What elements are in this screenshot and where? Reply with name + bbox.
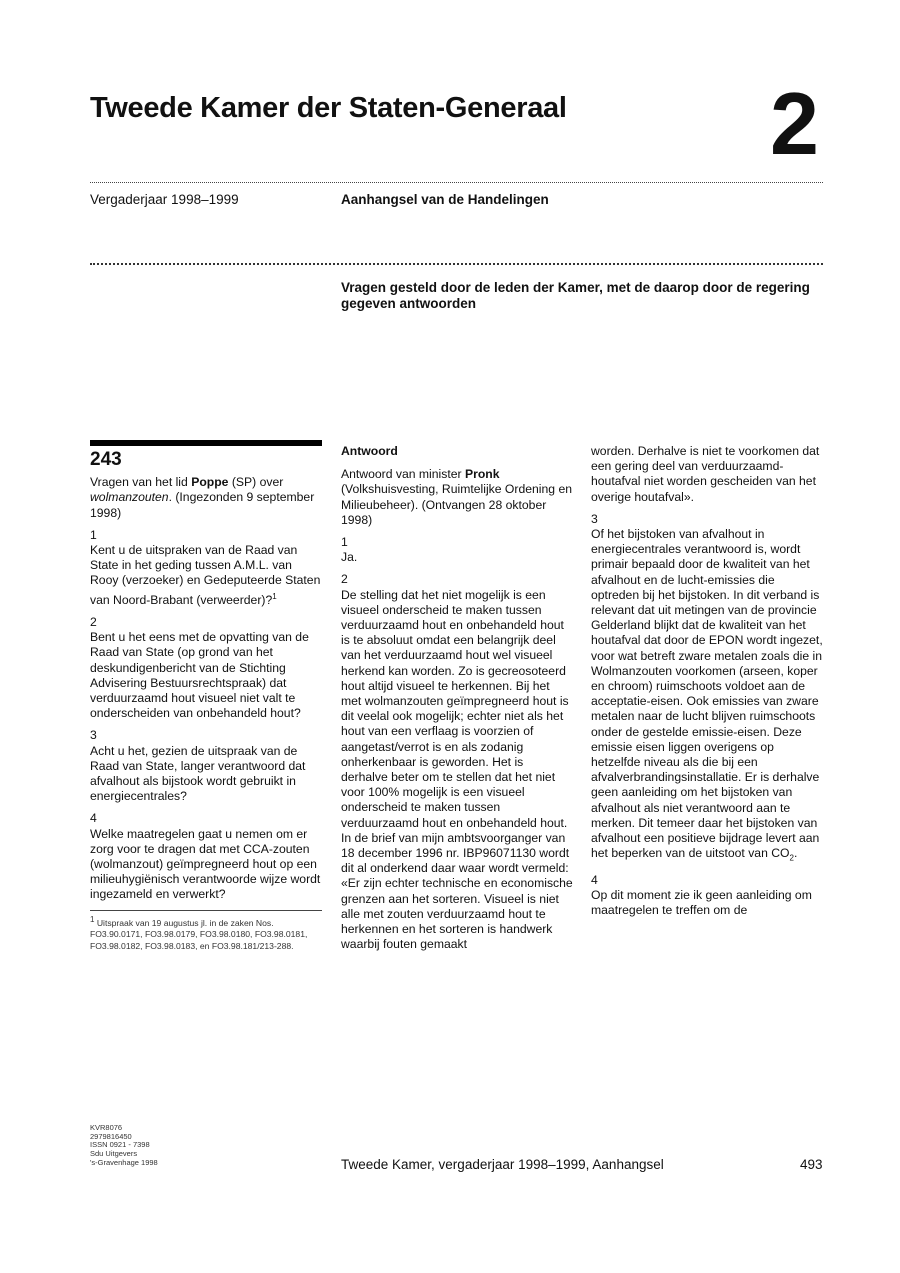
intro-suffix: . (Ingezonden 9 september 1998) (90, 490, 315, 520)
document-title: Tweede Kamer der Staten-Generaal (90, 92, 567, 124)
answer-intro (341, 467, 573, 528)
question-item (90, 528, 322, 608)
answer-column (341, 444, 573, 953)
page-number: 493 (800, 1157, 823, 1172)
item-number: 3 (90, 728, 97, 743)
footnote-mark: 1 (90, 914, 95, 924)
answer-item (591, 512, 823, 866)
item-text: De stelling dat het niet mogelijk is een visueel onderscheid te maken tussen verduurzaamd hout en onbehandeld hout is te absoluut omdat een belangrijk deel van het verduurzaamd hout wel visueel herkend kan worden. Zo is gecreosoteerd hout altijd visueel te herkennen. Bij het met wolmanzouten geïmpregneerd hout is dit veelal ook mogelijk; echter niet als het hout van een verflaag is voorzien of aangetast/verrot is en als zodanig onherkenbaar is geworden. Het is derhalve beter om te stellen dat het niet voor 100% mogelijk is een visueel onderscheid te maken tussen verduurzaamd hout en onbehandeld hout. (341, 587, 569, 830)
answer-heading: Antwoord (341, 444, 398, 458)
answer-item (341, 572, 573, 952)
question-item (90, 728, 322, 804)
footer-title: Tweede Kamer, vergaderjaar 1998–1999, Aanhangsel (341, 1157, 664, 1172)
item-text: Ja. (341, 550, 358, 565)
subject-text: wolmanzouten (90, 490, 169, 505)
answer-item (341, 535, 573, 565)
volume-number: 2 (770, 74, 819, 173)
question-rule (90, 440, 322, 446)
item-text: Acht u het, gezien de uitspraak van de Raad van State, langer verantwoord dat afvalhout als bijstook wordt gebruikt in energiecentrales? (90, 743, 306, 804)
colophon-line: Sdu Uitgevers (90, 1149, 138, 1159)
member-name: Poppe (191, 475, 229, 490)
section-divider (90, 263, 823, 265)
item-text: Bent u het eens met de opvatting van de Raad van State (op grond van het deskundigenbericht van de Stichting Advisering Bestuursrechtspraak) dat verduurzaamd hout visueel niet valt te onderscheiden van onbehandeld hout? (90, 630, 309, 721)
item-number: 4 (591, 872, 598, 887)
question-item (90, 615, 322, 721)
question-intro (90, 475, 322, 521)
answer-item (591, 873, 823, 919)
section-title: Vragen gesteld door de leden der Kamer, met de daarop door de regering gegeven antwoorden (341, 280, 810, 311)
item-end: . (793, 846, 798, 861)
item-number: 3 (591, 511, 598, 526)
answer-column-continued (591, 444, 823, 926)
item-text: Of het bijstoken van afvalhout in energiecentrales verantwoord is, wordt primair bepaald door de kwaliteit van het afvalhout en de lucht-emissies die optreden bij het bijstoken. In dit verband is relevant dat uit metingen van de provincie Gelderland blijkt dat de kwaliteit van het houtafval dat door de EPON wordt ingezet, voor wat betreft zware metalen zoals die in Wolmanzouten voorkomen (arseen, koper en chroom) ruimschoots voldoet aan de acceptatie-eisen. Ook emissies van zware metalen naar de lucht blijven ruimschoots onder de gestelde emissie-eisen. Deze emissie eisen liggen overigens op hetzelfde niveau als die bij een afvalverbrandingsinstallatie. Er is derhalve geen aanleiding om het bijstoken van afvalhout als niet verantwoord aan te merken. Dit temeer daar het bijstoken van afvalhout een positieve bijdrage levert aan het beperken van de uitstoot van CO (591, 527, 823, 861)
item-number: 2 (90, 614, 97, 629)
intro-text: Vragen van het lid (90, 475, 192, 490)
item-text: Welke maatregelen gaat u nemen om er zorg voor te dragen dat met CCA-zouten (wolmanzout) geïmpregneerd hout op een milieuhygiënisch verantwoorde wijze wordt ingezameld en verwerkt? (90, 826, 321, 902)
question-item (90, 811, 322, 902)
item-text: Kent u de uitspraken van de Raad van State in het geding tussen A.M.L. van Rooy (verzoeker) en Gedeputeerde Staten van Noord-Brabant (verweerder)? (90, 543, 321, 607)
subscript: 2 (789, 853, 794, 863)
item-number: 1 (341, 535, 348, 550)
footnote (90, 910, 322, 953)
item-number: 1 (90, 527, 97, 542)
party-text: (SP) over (228, 475, 284, 490)
colophon (90, 1124, 158, 1168)
colophon-line: 2979816450 (90, 1131, 132, 1141)
colophon-line: ISSN 0921 - 7398 (90, 1140, 150, 1150)
questions-column (90, 440, 322, 952)
header-divider (90, 182, 823, 183)
answer-continuation: worden. Derhalve is niet te voorkomen dat een gering deel van verduurzaamd-houtafval niet worden gescheiden van het overige houtafval». (591, 444, 820, 504)
intro-suffix: (Volkshuisvesting, Ruimtelijke Ordening en Milieubeheer). (Ontvangen 28 oktober 1998) (341, 482, 572, 527)
annex-label: Aanhangsel van de Handelingen (341, 192, 549, 207)
item-number: 2 (341, 572, 348, 587)
item-text-continued: In de brief van mijn ambtsvoorganger van 18 december 1996 nr. IBP96071130 wordt dit al onderkend daar waar wordt vermeld: «Er zijn echter technische en economische grenzen aan het sorteren. Visueel is niet alle met zouten verduurzaamd hout te herkennen en het sorteren is handwerk waarbij fouten gemaakt (341, 830, 573, 952)
colophon-line: 's-Gravenhage 1998 (90, 1157, 158, 1167)
session-year: Vergaderjaar 1998–1999 (90, 192, 239, 207)
item-number: 4 (90, 811, 97, 826)
footnote-text: Uitspraak van 19 augustus jl. in de zaken Nos. FO3.90.0171, FO3.98.0179, FO3.98.0180, FO3.98.0181, FO3.98.0182, FO3.98.0183, en FO3.98.181/213-288. (90, 917, 308, 952)
intro-text: Antwoord van minister (341, 467, 465, 482)
minister-name: Pronk (464, 467, 500, 482)
item-text: Op dit moment zie ik geen aanleiding om maatregelen te treffen om de (591, 888, 812, 918)
colophon-line: KVR8076 (90, 1123, 123, 1132)
question-number: 243 (90, 449, 122, 470)
footnote-ref[interactable]: 1 (272, 591, 277, 601)
